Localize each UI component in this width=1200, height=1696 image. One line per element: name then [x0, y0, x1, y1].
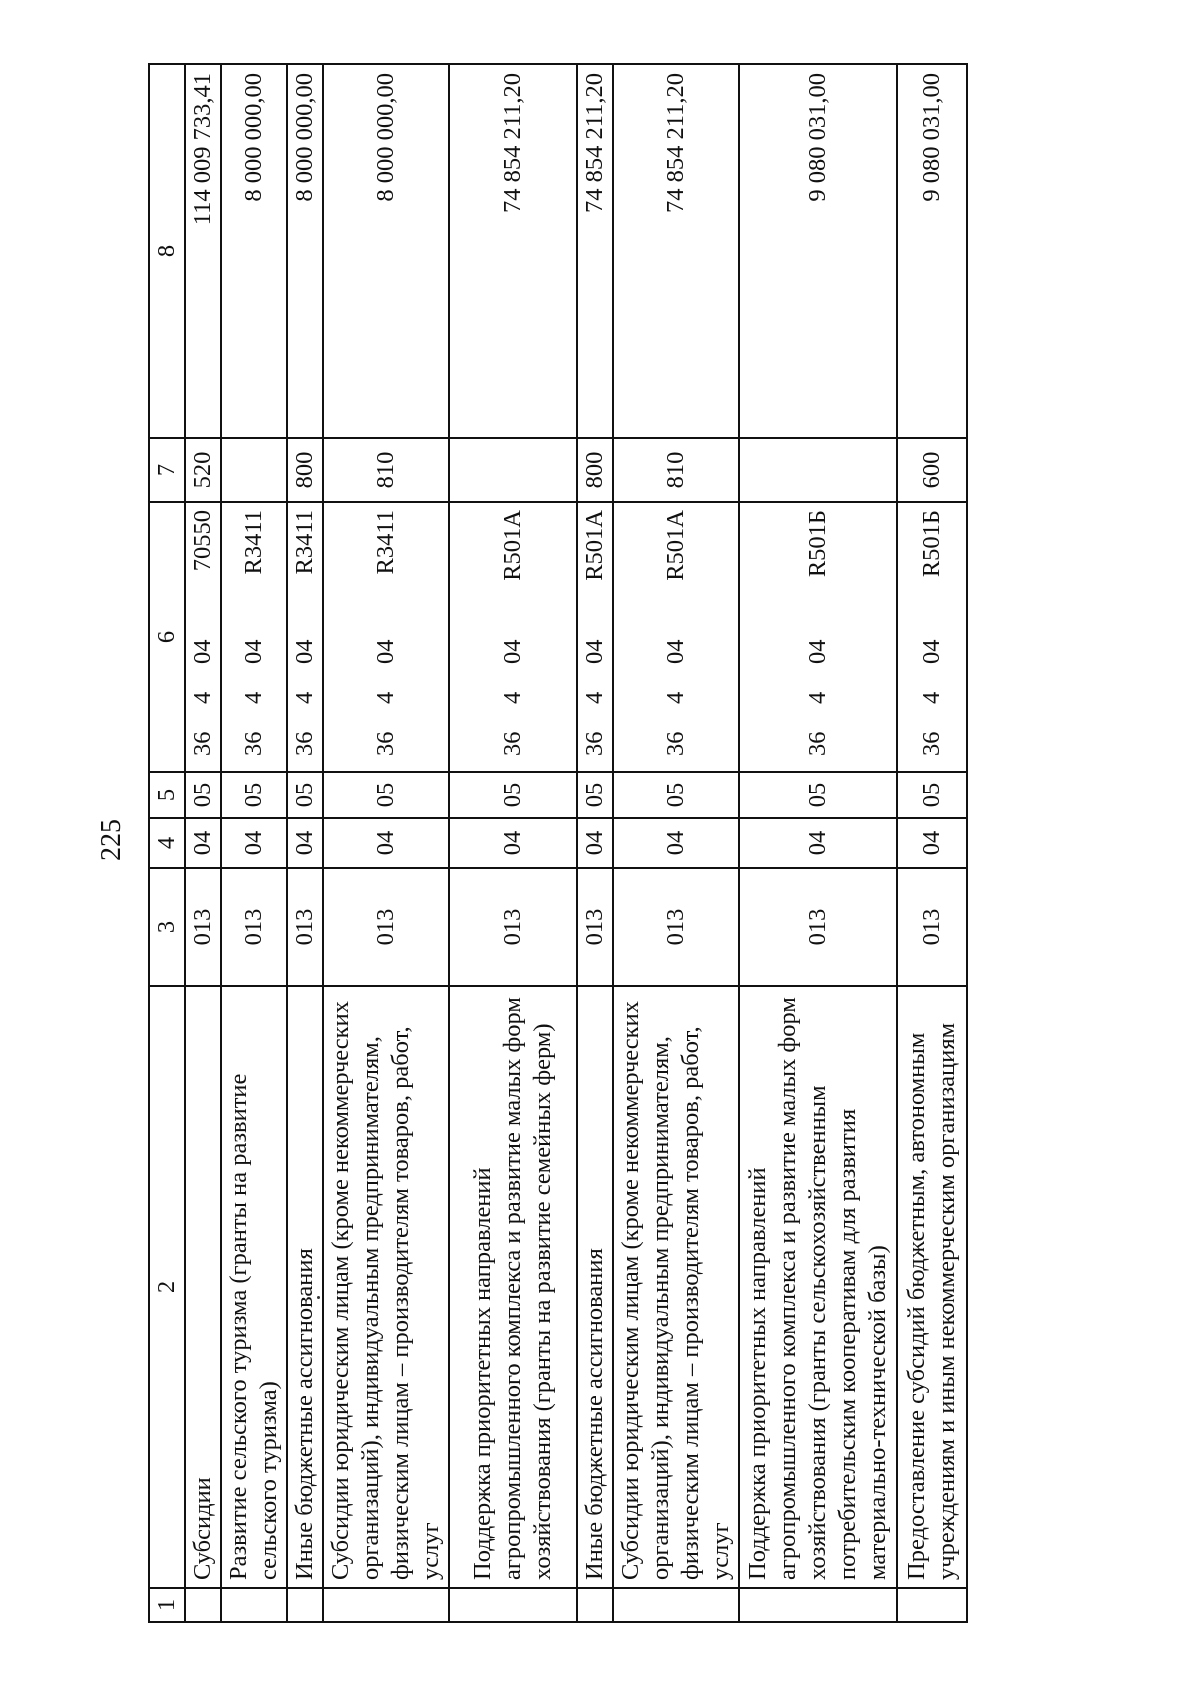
subsection-code-cell: 05 [897, 772, 967, 818]
target-article-code [239, 510, 269, 764]
row-number-cell [287, 1588, 323, 1622]
target-article-part: R501А [662, 510, 689, 581]
section-code-cell: 04 [287, 818, 323, 868]
target-article-cell [739, 502, 897, 772]
section-code-cell: 04 [613, 818, 739, 868]
expense-type-cell: 600 [897, 438, 967, 502]
target-article-cell [613, 502, 739, 772]
target-article-code [917, 510, 947, 764]
row-number-cell [613, 1588, 739, 1622]
expense-type-cell: 800 [577, 438, 613, 502]
subsection-code-cell: 05 [449, 772, 577, 818]
grbs-code-cell: 013 [221, 868, 287, 986]
target-article-part: R501А [499, 510, 526, 581]
expense-type-cell: 810 [613, 438, 739, 502]
target-article-part: 36 [804, 731, 831, 756]
target-article-part: 4 [804, 691, 831, 704]
grbs-code-cell: 013 [613, 868, 739, 986]
amount-cell: 8 000 000,00 [221, 64, 287, 438]
item-name-cell: Поддержка приоритетных направлений агропромышленного комплекса и развитие малых форм хозяйствования (гранты на развитие семейных ферм) [449, 986, 577, 1588]
table-row [221, 64, 287, 1622]
target-article-cell [185, 502, 221, 772]
target-article-code [290, 510, 320, 764]
column-number: 4 [149, 818, 185, 868]
column-number: 5 [149, 772, 185, 818]
table-row [449, 64, 577, 1622]
column-number: 2 [149, 986, 185, 1588]
expense-type-cell [221, 438, 287, 502]
subsection-code-cell: 05 [577, 772, 613, 818]
target-article-part: 36 [662, 731, 689, 756]
item-name-cell: Предоставление субсидий бюджетным, автономным учреждениям и иным некоммерческим организациям [897, 986, 967, 1588]
target-article-part: 70550 [189, 510, 216, 572]
item-name-cell: Иные бюджетные ассигнования [287, 986, 323, 1588]
grbs-code-cell: 013 [287, 868, 323, 986]
table-sheet [148, 65, 1036, 1623]
target-article-part: 04 [499, 639, 526, 664]
target-article-part: R3411 [372, 510, 399, 575]
section-code-cell: 04 [739, 818, 897, 868]
table-row [897, 64, 967, 1622]
target-article-part: 04 [662, 639, 689, 664]
expense-type-cell: 810 [323, 438, 449, 502]
target-article-part: 36 [372, 731, 399, 756]
target-article-part: R501А [581, 510, 608, 581]
expense-type-cell [739, 438, 897, 502]
item-name-cell: Поддержка приоритетных направлений агропромышленного комплекса и развитие малых форм хозяйствования (гранты сельскохозяйственным потребительским кооперативам для развития материально-технической базы) [739, 986, 897, 1588]
subsection-code-cell: 05 [739, 772, 897, 818]
target-article-part: 04 [804, 639, 831, 664]
target-article-part: 04 [291, 639, 318, 664]
target-article-code [661, 510, 691, 764]
target-article-cell [449, 502, 577, 772]
target-article-part: 36 [918, 731, 945, 756]
item-name-cell: Субсидии [185, 986, 221, 1588]
amount-cell: 8 000 000,00 [323, 64, 449, 438]
subsection-code-cell: 05 [613, 772, 739, 818]
target-article-part: 4 [240, 691, 267, 704]
amount-cell: 114 009 733,41 [185, 64, 221, 438]
amount-cell: 8 000 000,00 [287, 64, 323, 438]
target-article-part: R501Б [918, 510, 945, 578]
target-article-cell [897, 502, 967, 772]
target-article-code [371, 510, 401, 764]
section-code-cell: 04 [323, 818, 449, 868]
target-article-code [188, 510, 218, 764]
row-number-cell [449, 1588, 577, 1622]
item-name-cell: Субсидии юридическим лицам (кроме некоммерческих организаций), индивидуальным предпринимателям, физическим лицам – производителям товаров, работ, услуг [323, 986, 449, 1588]
row-number-cell [577, 1588, 613, 1622]
target-article-part: 4 [499, 691, 526, 704]
target-article-part: R501Б [804, 510, 831, 578]
column-number: 6 [149, 502, 185, 772]
target-article-part: 36 [291, 731, 318, 756]
target-article-part: 36 [189, 731, 216, 756]
target-article-cell [221, 502, 287, 772]
column-number: 3 [149, 868, 185, 986]
table-row [577, 64, 613, 1622]
target-article-part: 04 [372, 639, 399, 664]
amount-cell: 74 854 211,20 [577, 64, 613, 438]
row-number-cell [739, 1588, 897, 1622]
grbs-code-cell: 013 [577, 868, 613, 986]
target-article-part: 4 [189, 691, 216, 704]
target-article-part: R3411 [240, 510, 267, 575]
target-article-part: 36 [499, 731, 526, 756]
amount-cell: 74 854 211,20 [449, 64, 577, 438]
grbs-code-cell: 013 [449, 868, 577, 986]
target-article-part: 4 [662, 691, 689, 704]
target-article-code [580, 510, 610, 764]
subsection-code-cell: 05 [221, 772, 287, 818]
subsection-code-cell: 05 [287, 772, 323, 818]
item-name-cell: Иные бюджетные ассигнования [577, 986, 613, 1588]
target-article-part: 04 [240, 639, 267, 664]
grbs-code-cell: 013 [897, 868, 967, 986]
column-number: 1 [149, 1588, 185, 1622]
target-article-part: 04 [918, 639, 945, 664]
target-article-part: 4 [581, 691, 608, 704]
grbs-code-cell: 013 [185, 868, 221, 986]
rotated-table-frame [148, 65, 1036, 1623]
grbs-code-cell: 013 [323, 868, 449, 986]
target-article-part: 4 [291, 691, 318, 704]
section-code-cell: 04 [221, 818, 287, 868]
expense-type-cell [449, 438, 577, 502]
target-article-part: 4 [918, 691, 945, 704]
row-number-cell [185, 1588, 221, 1622]
target-article-cell [577, 502, 613, 772]
table-row [613, 64, 739, 1622]
section-code-cell: 04 [897, 818, 967, 868]
target-article-code [803, 510, 833, 764]
table-row [739, 64, 897, 1622]
target-article-cell [287, 502, 323, 772]
item-name-cell: Развитие сельского туризма (гранты на развитие сельского туризма) [221, 986, 287, 1588]
section-code-cell: 04 [449, 818, 577, 868]
expense-type-cell: 800 [287, 438, 323, 502]
expense-type-cell: 520 [185, 438, 221, 502]
row-number-cell [221, 1588, 287, 1622]
target-article-part: R3411 [291, 510, 318, 575]
section-code-cell: 04 [577, 818, 613, 868]
table-row [323, 64, 449, 1622]
subsection-code-cell: 05 [185, 772, 221, 818]
row-number-cell [897, 1588, 967, 1622]
grbs-code-cell: 013 [739, 868, 897, 986]
target-article-part: 4 [372, 691, 399, 704]
row-number-cell [323, 1588, 449, 1622]
target-article-part: 04 [189, 639, 216, 664]
target-article-part: 36 [581, 731, 608, 756]
amount-cell: 9 080 031,00 [739, 64, 897, 438]
section-code-cell: 04 [185, 818, 221, 868]
column-number: 7 [149, 438, 185, 502]
table-row [185, 64, 221, 1622]
page-number: 225 [96, 819, 127, 861]
budget-table [148, 63, 968, 1623]
target-article-part: 36 [240, 731, 267, 756]
target-article-part: 04 [581, 639, 608, 664]
amount-cell: 9 080 031,00 [897, 64, 967, 438]
target-article-code [498, 510, 528, 764]
target-article-cell [323, 502, 449, 772]
column-number-row [149, 64, 185, 1622]
table-row [287, 64, 323, 1622]
subsection-code-cell: 05 [323, 772, 449, 818]
amount-cell: 74 854 211,20 [613, 64, 739, 438]
item-name-cell: Субсидии юридическим лицам (кроме некоммерческих организаций), индивидуальным предпринимателям, физическим лицам – производителям товаров, работ, услуг [613, 986, 739, 1588]
column-number: 8 [149, 64, 185, 438]
